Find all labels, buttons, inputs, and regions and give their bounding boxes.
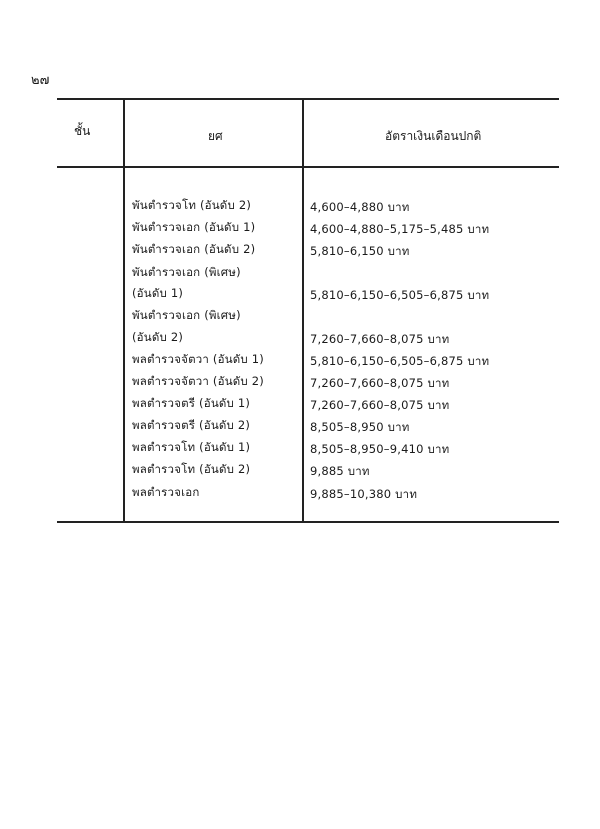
header-rank: ยศ	[208, 129, 223, 143]
rank-cell: (อันดับ 2)	[132, 330, 184, 344]
table-top-rule	[57, 98, 559, 100]
rank-cell: พันตำรวจเอก (อันดับ 1)	[132, 220, 256, 234]
rank-cell: พันตำรวจเอก (อันดับ 2)	[132, 242, 256, 256]
rank-cell: พลตำรวจเอก	[132, 485, 200, 499]
table-bottom-rule	[57, 521, 559, 523]
rank-cell: พลตำรวจโท (อันดับ 1)	[132, 440, 251, 454]
salary-cell: 5,810–6,150 บาท	[310, 244, 410, 258]
salary-cell: 7,260–7,660–8,075 บาท	[310, 332, 450, 346]
salary-cell: 7,260–7,660–8,075 บาท	[310, 376, 450, 390]
rank-cell: พันตำรวจโท (อันดับ 2)	[132, 198, 252, 212]
rank-cell: พลตำรวจตรี (อันดับ 1)	[132, 396, 251, 410]
header-salary: อัตราเงินเดือนปกติ	[385, 129, 482, 143]
salary-cell: 5,810–6,150–6,505–6,875 บาท	[310, 354, 490, 368]
rank-cell: พันตำรวจเอก (พิเศษ)	[132, 265, 241, 279]
column-divider	[302, 100, 304, 521]
rank-cell: พลตำรวจโท (อันดับ 2)	[132, 462, 251, 476]
header-class: ชั้น	[74, 124, 91, 138]
salary-cell: 4,600–4,880–5,175–5,485 บาท	[310, 222, 490, 236]
salary-cell: 8,505–8,950–9,410 บาท	[310, 442, 450, 456]
rank-cell: พลตำรวจตรี (อันดับ 2)	[132, 418, 251, 432]
rank-cell: พันตำรวจเอก (พิเศษ)	[132, 308, 241, 322]
salary-cell: 9,885–10,380 บาท	[310, 487, 418, 501]
salary-cell: 9,885 บาท	[310, 464, 370, 478]
rank-cell: (อันดับ 1)	[132, 286, 184, 300]
salary-cell: 4,600–4,880 บาท	[310, 200, 410, 214]
header-bottom-rule	[57, 166, 559, 168]
column-divider	[123, 100, 125, 521]
salary-cell: 5,810–6,150–6,505–6,875 บาท	[310, 288, 490, 302]
page-number: ๒๗	[31, 73, 50, 88]
rank-cell: พลตำรวจจัตวา (อันดับ 2)	[132, 374, 264, 388]
salary-cell: 8,505–8,950 บาท	[310, 420, 410, 434]
salary-cell: 7,260–7,660–8,075 บาท	[310, 398, 450, 412]
rank-cell: พลตำรวจจัตวา (อันดับ 1)	[132, 352, 264, 366]
